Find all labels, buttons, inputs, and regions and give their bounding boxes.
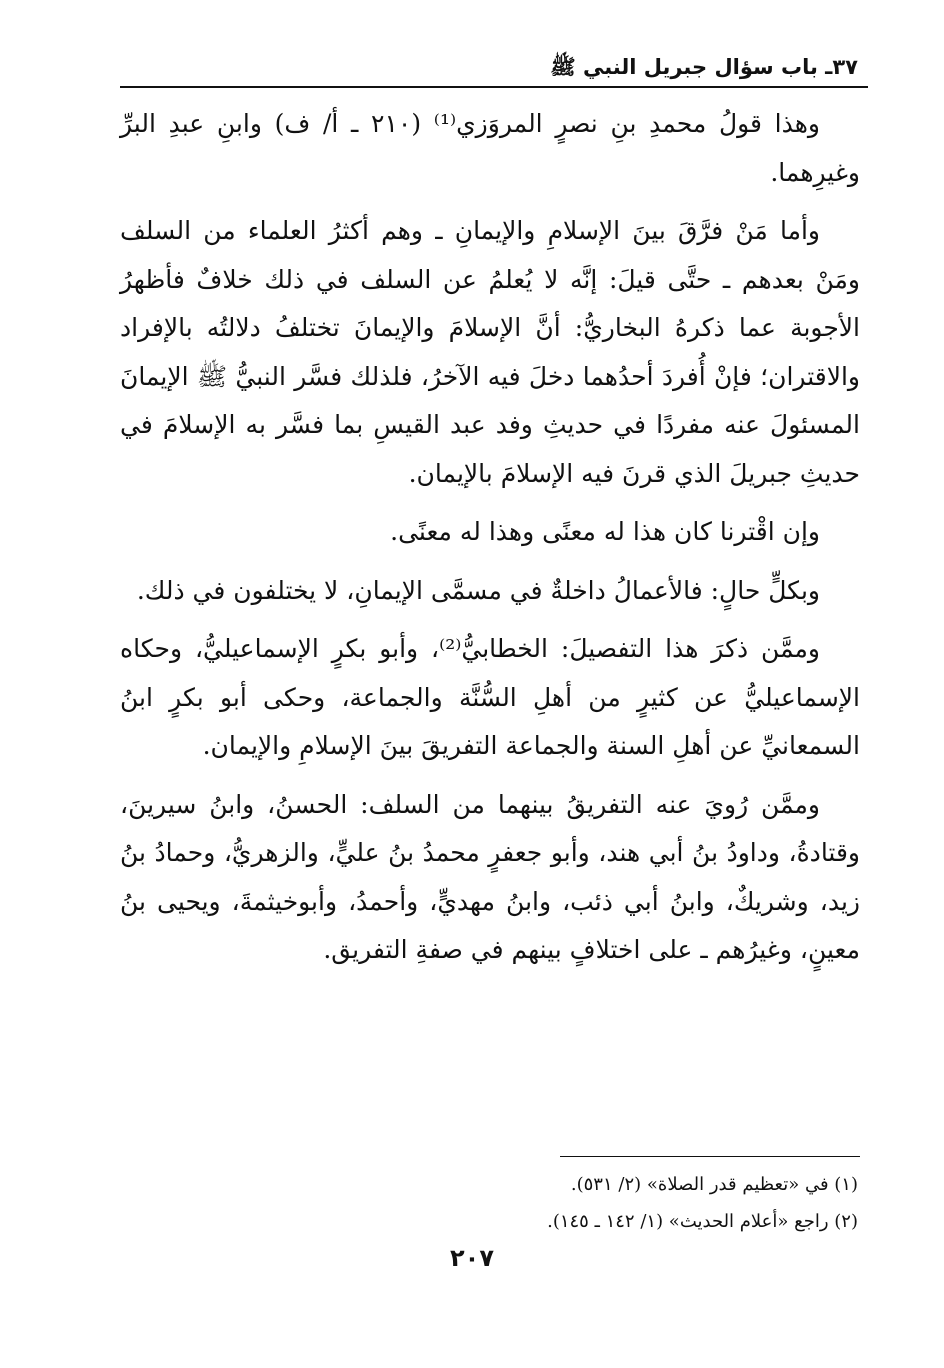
paragraph-4: وبكلٍّ حالٍ: فالأعمالُ داخلةٌ في مسمَّى الإيمانِ، لا يختلفون في ذلك. (136, 575, 820, 605)
paragraph-6: وممَّن رُويَ عنه التفريقُ بينهما من السلف: الحسنُ، وابنُ سيرينَ، وقتادةُ، وداودُ بنُ أبي هند، وأبو جعفرٍ محمدُ بنُ عليٍّ، والزهريُّ، وحمادُ بنُ زيد، وشريكٌ، وابنُ أبي ذئب، وابنُ مهديٍّ، وأحمدُ، وأبوخيثمةَ، ويحيى بنُ معينٍ، وغيرُهم ـ على اختلافٍ بينهم في صفةِ التفريق. (120, 789, 860, 964)
footnotes (120, 1166, 860, 1240)
main-text (120, 100, 860, 985)
paragraph-3: وإن اقْترنا كان هذا له معنًى وهذا له معنًى. (390, 517, 820, 546)
header-divider (120, 86, 868, 88)
footnote-divider (560, 1156, 860, 1157)
running-header (120, 48, 868, 88)
paragraph-2: وأما مَنْ فرَّقَ بينَ الإسلامِ والإيمانِ ـ وهم أكثرُ العلماء من السلف ومَنْ بعدهم ـ حتَّى قيلَ: إنَّه لا يُعلمُ عن السلف في ذلك خلافٌ فأظهرُ الأجوبة عما ذكرهُ البخاريُّ: أنَّ الإسلامَ والإيمانَ تختلفُ دلالتُه بالإفراد والاقتران؛ فإنْ أُفردَ أحدُهما دخلَ فيه الآخرُ، فلذلك فسَّر النبيُّ ﷺ الإيمانَ المسئولَ عنه مفردًا في حديثِ وفد عبد القيسِ بما فسَّر به الإسلامَ في حديثِ جبريلَ الذي قرنَ فيه الإسلامَ بالإيمان. (120, 216, 860, 488)
paragraph-5: وممَّن ذكرَ هذا التفصيلَ: الخطابيُّ⁽²⁾، وأبو بكرٍ الإسماعيليُّ، وحكاه الإسماعيليُّ عن كثيرٍ من أهلِ السُّنَّة والجماعة، وحكى أبو بكرٍ ابنُ السمعانيِّ عن أهلِ السنة والجماعة التفريقَ بينَ الإسلامِ والإيمان. (120, 634, 860, 760)
footnote-2: (٢) راجع «أعلام الحديث» (١/ ١٤٢ ـ ١٤٥). (547, 1211, 858, 1232)
page-number: ٢٠٧ (450, 1244, 494, 1272)
footnote-1: (١) في «تعظيم قدر الصلاة» (٢/ ٥٣١). (570, 1174, 858, 1195)
paragraph-1: وهذا قولُ محمدِ بنِ نصرٍ المروَزي⁽¹⁾ (٢١٠ ـ أ/ ف) وابنِ عبدِ البرِّ وغيرِهما. (120, 109, 860, 187)
chapter-title: ٣٧ـ باب سؤال جبريل النبي ﷺ (550, 55, 858, 79)
